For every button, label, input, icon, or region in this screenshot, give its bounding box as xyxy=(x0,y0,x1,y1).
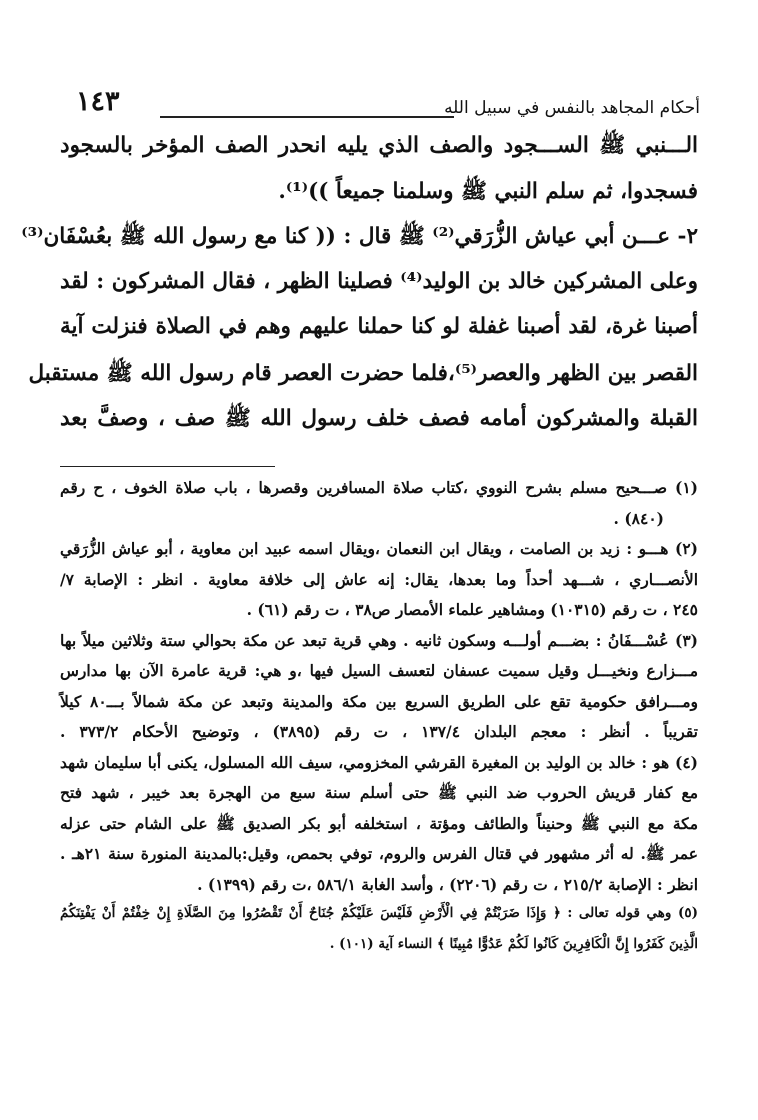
book-title: أحكام المجاهد بالنفس في سبيل الله xyxy=(444,98,700,118)
footnote-line: ومـــرافق حكومية تقع على الطريق السريع بين مكة والمدينة وتبعد عن مكة شمالاً بـــ٨٠ كيلاً xyxy=(60,691,698,711)
main-text xyxy=(21,132,698,451)
footnote-line: مـــزارع ونخيـــل وقيل سميت عسفان لتعسف السيل فيها ،و هي: قرية عامرة الآن بها مدارس xyxy=(60,661,698,680)
footnote-line: (٣) عُسْـــفَانُ : بضـــم أولـــه وسكون ثانيه . وهي قرية تبعد عن مكة بحوالي ستة وثلاثين ميلاً بها xyxy=(60,630,698,650)
footnote-line: (١) صـــحيح مسلم بشرح النووي ،كتاب صلاة المسافرين وقصرها ، باب صلاة الخوف ، ح رقم xyxy=(60,478,698,497)
footnote-line: عمر ﷺ. له أثر مشهور في قتال الفرس والروم، توفي بحمص، وقيل:بالمدينة المنورة سنة ٢١هـ . xyxy=(60,844,698,863)
main-text-line: الـــنبي ﷺ الســـجود والصف الذي يليه انحدر الصف المؤخر بالسجود xyxy=(60,133,698,158)
footnote-line: مع كفار قريش الحروب ضد النبي ﷺ حتى أسلم سنة سبع من الهجرة بعد خيبر ، شهد فتح xyxy=(60,783,698,802)
main-text-line: فسجدوا، ثم سلم النبي ﷺ وسلمنا جميعاً ))⁽¹⁾. xyxy=(278,178,698,204)
footnote-line: ٢٤٥ ، ت رقم (١٠٣١٥) ومشاهير علماء الأمصار ص٣٨ ، ت رقم (٦١) . xyxy=(246,600,698,619)
footnote-line: (٢) هـــو : زيد بن الصامت ، ويقال ابن النعمان ،ويقال اسمه عبيد ابن معاوية ، أبو عياش الزُّرَقي xyxy=(60,539,698,558)
footnote-line: الأنصـــاري ، شـــهد أحداً وما بعدها، يقال: إنه عاش إلى خلافة معاوية . انظر : الإصابة ٧/ xyxy=(60,569,698,589)
main-text-line: القصر بين الظهر والعصر⁽⁵⁾،فلما حضرت العصر قام رسول الله ﷺ مستقبل xyxy=(28,360,698,386)
header-rule xyxy=(160,116,454,118)
footnote-line: انظر : الإصابة ٢١٥/٢ ، ت رقم (٢٢٠٦) ، وأسد الغابة ٥٨٦/١ ،ت رقم (١٣٩٩) . xyxy=(197,874,698,894)
main-text-line: وعلى المشركين خالد بن الوليد⁽⁴⁾ فصلينا الظهر ، فقال المشركون : لقد xyxy=(60,268,698,294)
footnote-line: (٨٤٠) . xyxy=(613,508,664,528)
main-text-line: القبلة والمشركون أمامه فصف خلف رسول الله ﷺ صف ، وصفَّ بعد xyxy=(60,406,698,431)
footnote-line: تقريباً . أنظر : معجم البلدان ١٣٧/٤ ، ت رقم (٣٨٩٥) ، وتوضيح الأحكام ٣٧٣/٢ . xyxy=(60,722,698,741)
footnote-separator xyxy=(60,466,275,467)
footnote-line: (٤) هو : خالد بن الوليد بن المغيرة القرشي المخزومي، سيف الله المسلول، يكنى أبا سليمان شهد xyxy=(60,752,698,772)
running-header xyxy=(60,86,700,122)
footnote-line: (٥) وهي قوله تعالى : ﴿ وَإِذَا ضَرَبْتُمْ فِي الْأَرْضِ فَلَيْسَ عَلَيْكُمْ جُنَاحٌ أَنْ تَقْصُرُوا مِنَ الصَّلَاةِ إِنْ خِفْتُمْ أَنْ يَفْتِنَكُمُ xyxy=(60,905,698,921)
main-text-line: أصبنا غرة، لقد أصبنا غفلة لو كنا حملنا عليهم وهم في الصلاة فنزلت آية xyxy=(60,314,698,339)
footnotes xyxy=(60,478,698,966)
footnote-line: مكة مع النبي ﷺ وحنيناً والطائف ومؤتة ، استخلفه أبو بكر الصديق ﷺ على الشام حتى عزله xyxy=(60,813,698,833)
main-text-line: ٢- عـــن أبي عياش الزُّرَقي⁽²⁾ ﷺ قال : (( كنا مع رسول الله ﷺ بعُسْفَان⁽³⁾ xyxy=(21,224,698,249)
page-number: ١٤٣ xyxy=(76,86,120,117)
footnote-line: الَّذِينَ كَفَرُوا إِنَّ الْكَافِرِينَ كَانُوا لَكُمْ عَدُوًّا مُبِينًا ﴾ النساء آية (١٠١) . xyxy=(329,935,698,952)
